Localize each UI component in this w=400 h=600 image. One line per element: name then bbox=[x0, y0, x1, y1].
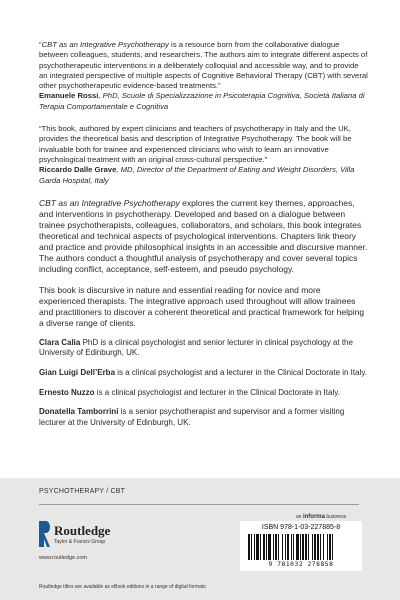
barcode-bar bbox=[296, 534, 299, 560]
barcode-bar bbox=[312, 534, 313, 560]
barcode-number: 9 781032 278858 bbox=[268, 561, 334, 568]
informa-suffix: business bbox=[324, 514, 347, 520]
author-bios bbox=[39, 338, 369, 429]
barcode-bar bbox=[320, 534, 321, 560]
book-description bbox=[39, 198, 369, 329]
barcode-icon bbox=[248, 534, 354, 560]
endorsement-quote-2 bbox=[39, 124, 369, 165]
publisher-website[interactable]: www.routledge.com bbox=[39, 555, 87, 561]
barcode-bar bbox=[329, 534, 331, 560]
barcode-bar bbox=[302, 534, 304, 560]
author-name: Donatella Tamborrini bbox=[39, 407, 119, 417]
barcode-bar bbox=[282, 534, 283, 560]
divider bbox=[39, 504, 359, 505]
barcode-bar bbox=[275, 534, 277, 560]
description-paragraph-1 bbox=[39, 198, 369, 276]
description-paragraph-2: This book is discursive in nature and essential reading for novice and more experienced therapists. The integrative approach used throughout will allow trainees and practitioners to discover a coherent theoretical and practical framework for helping a diverse range of clients. bbox=[39, 284, 365, 328]
quote-mark: “ bbox=[39, 40, 42, 49]
barcode-bar bbox=[287, 534, 289, 560]
barcode-bar bbox=[291, 534, 292, 560]
description-text: explores the current key themes, approaches, and interventions in psychotherapy. Developed and based on a dialogue between trainee psychotherapists, colleagues, collaborators, and scholars, this book integrates theoretical and technical aspects of psychological interventions. Chapters link theory and practice and provide philosophical insights in an accessible and discursive manner. The authors conduct a thoughtful analysis of psychotherapy and cover several topics including conflict, acceptance, self-esteem, and pseudo psychology. bbox=[39, 197, 368, 275]
barcode-bar bbox=[273, 534, 274, 560]
author-bio-text: is a clinical psychologist and lecturer in the Clinical Doctorate in Italy. bbox=[94, 387, 340, 397]
book-title-ref: CBT as an Integrative Psychotherapy bbox=[39, 197, 180, 208]
routledge-logo-icon bbox=[39, 521, 50, 547]
isbn-label: ISBN 978-1-03-227885-8 bbox=[261, 524, 341, 531]
informa-business-mark bbox=[296, 514, 346, 520]
author-bio-text: is a clinical psychologist and a lecturer in the Clinical Doctorate in Italy. bbox=[115, 368, 367, 378]
barcode-bar bbox=[254, 534, 255, 560]
publisher-name: Routledge bbox=[54, 523, 111, 538]
endorsement-attribution-2 bbox=[39, 165, 369, 186]
subject-category: PSYCHOTHERAPY / CBT bbox=[39, 488, 126, 495]
endorser-name: Riccardo Dalle Grave bbox=[39, 165, 117, 175]
cover-text bbox=[39, 40, 369, 437]
author-bio-text: PhD is a clinical psychologist and senior lecturer in clinical psychology at the University of Edinburgh, UK. bbox=[39, 337, 353, 358]
publisher-group: Taylor & Francis Group bbox=[54, 539, 106, 545]
barcode-bar bbox=[251, 534, 252, 560]
author-name: Clara Calia bbox=[39, 337, 81, 347]
quote-text: “This book, authored by expert clinicians and teachers of psychotherapy in Italy and the UK, provides the theoretical basis and description of Integrative Psychotherapy. The book will be invaluable both for trainee and experienced clinicians who wish to learn an innovative psychological treatment with an original cross-cultural perspective.” bbox=[39, 124, 352, 164]
barcode-bar bbox=[285, 534, 286, 560]
barcode-bar bbox=[268, 534, 271, 560]
quote-text: is a resource born from the collaborative dialogue between colleagues, students, and researchers. The authors aim to integrate different aspects of psychotherapeutic interventions in a deliberately colloquial and accessible way, and to provide an integrated perspective of multiple aspects of Cognitive Behavioral Therapy (CBT) with several other psychotherapeutic evidence-based treatments.” bbox=[39, 40, 368, 91]
endorser-affiliation: , PhD, Scuole di Specializzazione in Psicoterapia Cognitiva, Società Italiana di Terapia Comportamentale e Cognitiva bbox=[39, 91, 365, 111]
barcode-bar bbox=[263, 534, 265, 560]
barcode-bar bbox=[266, 534, 267, 560]
author-bio bbox=[39, 407, 369, 428]
author-bio bbox=[39, 388, 369, 399]
endorsement-attribution-1 bbox=[39, 91, 369, 112]
barcode-bar bbox=[332, 534, 333, 560]
endorsement-quote-1 bbox=[39, 40, 369, 91]
barcode-bar bbox=[248, 534, 250, 560]
endorser-name: Emanuele Rossi bbox=[39, 91, 99, 101]
barcode-bar bbox=[300, 534, 301, 560]
barcode-bar bbox=[260, 534, 261, 560]
barcode-bar bbox=[314, 534, 316, 560]
author-name: Gian Luigi Dell’Erba bbox=[39, 368, 116, 378]
author-bio bbox=[39, 368, 369, 379]
barcode-block bbox=[240, 521, 362, 571]
barcode-bar bbox=[323, 534, 324, 560]
barcode-bar bbox=[256, 534, 259, 560]
ebook-note: Routledge titles are available as eBook editions in a range of digital formats bbox=[39, 584, 206, 590]
informa-prefix: an bbox=[296, 514, 303, 520]
author-name: Ernesto Nuzzo bbox=[39, 387, 95, 397]
barcode-bar bbox=[327, 534, 328, 560]
informa-brand: informa bbox=[302, 514, 325, 520]
barcode-bar bbox=[278, 534, 279, 560]
book-title-ref: CBT as an Integrative Psychotherapy bbox=[41, 40, 169, 49]
author-bio bbox=[39, 338, 369, 359]
barcode-bar bbox=[317, 534, 319, 560]
barcode-bar bbox=[293, 534, 294, 560]
barcode-bar bbox=[305, 534, 307, 560]
endorsements bbox=[39, 40, 369, 186]
endorser-affiliation: , MD, Director of the Department of Eating and Weight Disorders, Villa Garda Hospital, Italy bbox=[39, 165, 355, 185]
barcode-bar bbox=[308, 534, 309, 560]
author-bio-text: is a senior psychotherapist and supervisor and a former visiting lecturer at the University of Edinburgh, UK. bbox=[39, 407, 345, 427]
